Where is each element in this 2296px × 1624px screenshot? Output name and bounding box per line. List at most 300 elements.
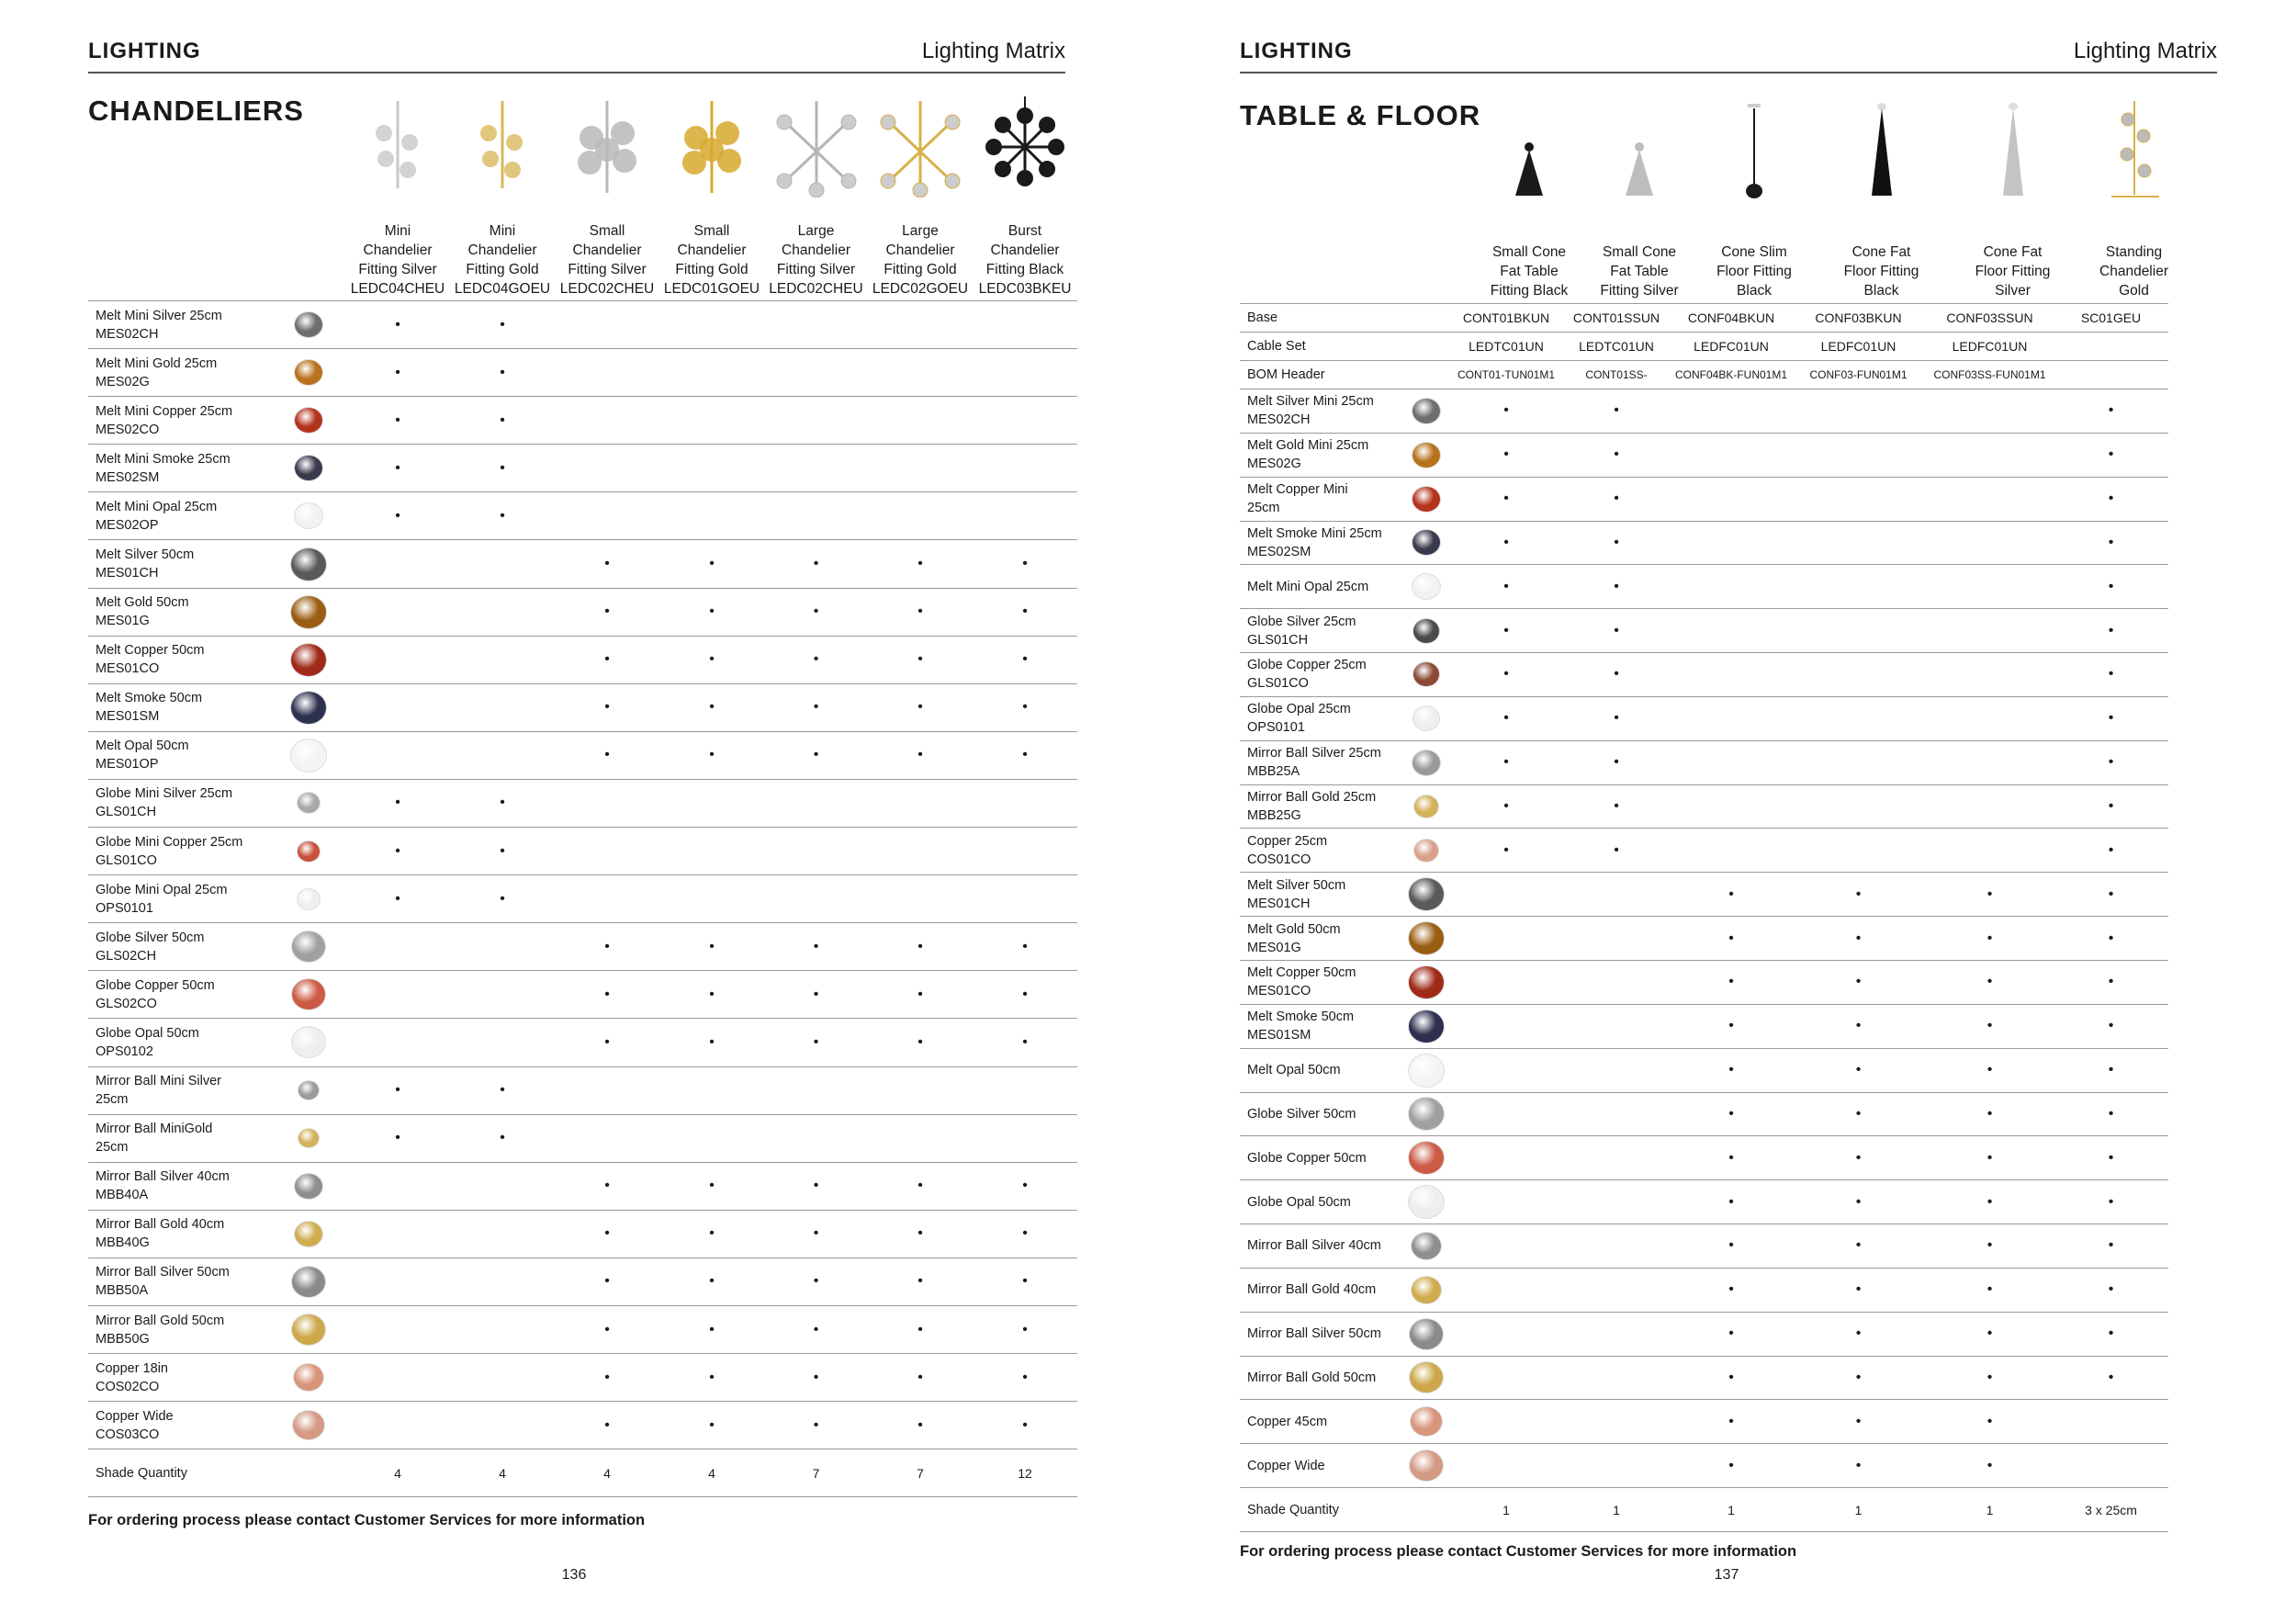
compatibility-mark: • <box>345 492 450 540</box>
compatibility-mark <box>555 828 659 875</box>
code-cell: LEDFC01UN <box>1671 333 1791 361</box>
shade-thumbnail-icon <box>1412 661 1440 687</box>
shade-code: MES02OP <box>96 517 159 533</box>
code-cell: CONT01SSUN <box>1561 304 1671 333</box>
compatibility-mark: • <box>1791 1180 1926 1224</box>
compatibility-mark <box>764 492 868 540</box>
code-row <box>1240 361 2168 389</box>
compatibility-mark: • <box>659 1162 764 1210</box>
shade-image-cell <box>1401 1136 1451 1180</box>
shade-thumbnail-icon <box>1409 1318 1444 1350</box>
shade-name-line: Copper 45cm <box>1247 1414 1328 1429</box>
compatibility-mark <box>659 1066 764 1114</box>
code-cell: CONF04BK-FUN01M1 <box>1671 361 1791 389</box>
section-title: LIGHTING <box>88 39 201 63</box>
column-header-line: LEDC01GOEU <box>663 281 760 297</box>
shade-code: GLS01CO <box>96 852 157 868</box>
table-row <box>88 397 1077 445</box>
compatibility-mark: • <box>659 731 764 779</box>
compatibility-mark <box>1561 1092 1671 1136</box>
shade-thumbnail-icon <box>1412 529 1441 556</box>
table-row <box>1240 1180 2168 1224</box>
compatibility-mark: • <box>345 828 450 875</box>
column-header-line: Burst <box>1007 223 1042 239</box>
shade-code: MES02G <box>1247 457 1301 472</box>
compatibility-mark: • <box>1791 873 1926 917</box>
compatibility-mark <box>1926 696 2054 740</box>
compatibility-mark: • <box>868 1162 973 1210</box>
page-header <box>88 35 1065 73</box>
compatibility-mark: • <box>1926 1048 2054 1092</box>
shade-thumbnail-icon <box>1408 921 1445 955</box>
compatibility-mark: • <box>2054 565 2168 609</box>
compatibility-mark: • <box>868 1402 973 1449</box>
column-header <box>1694 99 1814 300</box>
column-header-line: Chandelier <box>363 242 433 258</box>
shade-name-line: Mirror Ball Silver 40cm <box>1247 1238 1381 1254</box>
shade-image-cell <box>272 349 345 397</box>
shade-name <box>88 971 272 1019</box>
shade-code: OPS0101 <box>96 900 153 916</box>
compatibility-mark: • <box>555 588 659 636</box>
shade-name-line: Globe Mini Silver 25cm <box>96 786 233 802</box>
compatibility-mark <box>1561 1136 1671 1180</box>
shade-image-cell <box>272 301 345 349</box>
shade-name-line: Mirror Ball Gold 50cm <box>96 1313 225 1328</box>
shade-code: GLS01CO <box>1247 676 1309 692</box>
compatibility-mark <box>659 397 764 445</box>
shade-name <box>88 397 272 445</box>
column-header <box>1814 99 1949 300</box>
compatibility-mark <box>1671 696 1791 740</box>
compatibility-mark <box>450 540 555 588</box>
compatibility-mark <box>450 1257 555 1305</box>
compatibility-mark <box>1926 740 2054 784</box>
code-row <box>1240 304 2168 333</box>
table-row <box>1240 1048 2168 1092</box>
column-header-line: Large <box>797 223 835 239</box>
column-header-line: Large <box>902 223 939 239</box>
shade-name <box>88 779 272 827</box>
shade-code: GLS01CH <box>1247 632 1309 648</box>
compatibility-mark: • <box>1561 829 1671 873</box>
table-row <box>1240 609 2168 653</box>
compatibility-mark: • <box>1451 433 1561 477</box>
column-header-line: Fitting Silver <box>358 262 437 277</box>
compatibility-mark <box>868 1114 973 1162</box>
table-floor-matrix-table <box>1240 303 2168 1532</box>
shade-name <box>1240 1400 1401 1444</box>
shade-image-cell <box>272 1354 345 1402</box>
shade-image-cell <box>272 445 345 492</box>
compatibility-mark <box>555 445 659 492</box>
compatibility-mark: • <box>1561 565 1671 609</box>
column-header-line: Floor Fitting <box>1843 264 1919 279</box>
column-header-label <box>1584 242 1694 300</box>
shade-thumbnail-icon <box>1413 839 1439 863</box>
shade-name-line: Mirror Ball Silver 50cm <box>1247 1326 1381 1342</box>
compatibility-mark: • <box>450 301 555 349</box>
compatibility-mark: • <box>659 1210 764 1257</box>
shade-thumbnail-icon <box>1412 398 1441 424</box>
compatibility-mark <box>1926 433 2054 477</box>
compatibility-mark: • <box>1451 477 1561 521</box>
shade-name <box>88 1210 272 1257</box>
table-row <box>88 540 1077 588</box>
column-header-line: Fitting Silver <box>776 262 856 277</box>
chandelier-matrix-table <box>88 300 1077 1497</box>
compatibility-mark: • <box>2054 829 2168 873</box>
shade-name <box>1240 1268 1401 1312</box>
column-header-line: Standing <box>2105 244 2163 260</box>
compatibility-mark <box>1671 653 1791 697</box>
compatibility-mark <box>1791 521 1926 565</box>
column-header-label <box>1949 242 2077 300</box>
compatibility-mark <box>1926 477 2054 521</box>
header-right-title: Lighting Matrix <box>921 39 1065 63</box>
shade-name <box>1240 1356 1401 1400</box>
table-row <box>1240 1444 2168 1488</box>
shade-name <box>88 923 272 971</box>
compatibility-mark: • <box>659 923 764 971</box>
compatibility-mark: • <box>555 636 659 683</box>
page-number: 137 <box>1714 1567 1739 1583</box>
compatibility-mark <box>450 1305 555 1353</box>
compatibility-mark: • <box>973 923 1077 971</box>
shade-image-cell <box>1401 1004 1451 1048</box>
table-row <box>88 445 1077 492</box>
table-row <box>1240 917 2168 961</box>
compatibility-mark: • <box>659 636 764 683</box>
column-header-line: Gold <box>2119 283 2149 299</box>
shade-name-line: Melt Copper Mini <box>1247 482 1348 498</box>
shade-name-line: Globe Silver 25cm <box>1247 614 1356 629</box>
code-cell: LEDFC01UN <box>1926 333 2054 361</box>
shade-name <box>88 588 272 636</box>
compatibility-mark: • <box>764 636 868 683</box>
compatibility-mark: • <box>1791 917 1926 961</box>
code-cell: LEDTC01UN <box>1451 333 1561 361</box>
compatibility-mark: • <box>555 971 659 1019</box>
compatibility-mark <box>1451 1400 1561 1444</box>
shade-name <box>1240 960 1401 1004</box>
compatibility-mark: • <box>1671 1312 1791 1356</box>
shade-name-line: Globe Copper 25cm <box>1247 658 1367 673</box>
compatibility-mark <box>1671 609 1791 653</box>
compatibility-mark <box>868 875 973 923</box>
shade-name <box>1240 873 1401 917</box>
shade-name-line: Melt Copper 50cm <box>1247 965 1356 981</box>
shade-name-line: Melt Mini Opal 25cm <box>96 499 218 514</box>
shade-quantity-value: 4 <box>659 1449 764 1497</box>
compatibility-mark: • <box>1671 960 1791 1004</box>
shade-quantity-value: 1 <box>1926 1488 2054 1532</box>
compatibility-mark: • <box>450 1114 555 1162</box>
table-row <box>88 1066 1077 1114</box>
shade-thumbnail-icon <box>294 359 323 386</box>
shade-image-cell <box>1401 873 1451 917</box>
compatibility-mark <box>868 397 973 445</box>
compatibility-mark: • <box>1561 389 1671 434</box>
compatibility-mark: • <box>345 397 450 445</box>
column-header-label <box>659 221 764 299</box>
compatibility-mark <box>659 828 764 875</box>
shade-image-cell <box>272 1162 345 1210</box>
compatibility-mark: • <box>1561 521 1671 565</box>
compatibility-mark <box>345 923 450 971</box>
shade-name <box>1240 521 1401 565</box>
compatibility-mark: • <box>659 1019 764 1066</box>
shade-image-cell <box>272 971 345 1019</box>
shade-thumbnail-icon <box>291 1026 326 1058</box>
shade-name <box>88 1162 272 1210</box>
compatibility-mark: • <box>868 1354 973 1402</box>
shade-quantity-value: 7 <box>868 1449 973 1497</box>
compatibility-mark: • <box>1791 1136 1926 1180</box>
shade-thumbnail-icon <box>1408 1097 1445 1131</box>
shade-image-cell <box>1401 1312 1451 1356</box>
column-header-line: Chandelier <box>990 242 1060 258</box>
shade-code: MES01G <box>96 614 150 629</box>
shade-name-line: Globe Mini Opal 25cm <box>96 882 228 897</box>
table-row <box>1240 389 2168 434</box>
compatibility-mark: • <box>555 923 659 971</box>
column-header-label <box>2077 242 2191 300</box>
compatibility-mark: • <box>868 636 973 683</box>
shade-quantity-value: 4 <box>450 1449 555 1497</box>
burst-chandelier-black-icon <box>984 96 1066 203</box>
shade-name-line: Globe Copper 50cm <box>1247 1150 1367 1166</box>
compatibility-mark: • <box>868 1210 973 1257</box>
shade-thumbnail-icon <box>1408 1185 1445 1219</box>
compatibility-mark <box>2054 1400 2168 1444</box>
compatibility-mark: • <box>1926 1444 2054 1488</box>
shade-code: MBB50G <box>96 1331 150 1347</box>
compatibility-mark: • <box>868 731 973 779</box>
column-header-line: Black <box>1863 283 1899 299</box>
header-right-title: Lighting Matrix <box>2073 39 2217 63</box>
shade-name-line: Mirror Ball Gold 50cm <box>1247 1370 1377 1385</box>
compatibility-mark <box>659 349 764 397</box>
shade-image-cell <box>1401 1048 1451 1092</box>
shade-thumbnail-icon <box>297 840 321 863</box>
column-header-line: Fitting Black <box>985 262 1064 277</box>
small-cone-table-black-icon <box>1488 99 1570 206</box>
compatibility-mark: • <box>555 1305 659 1353</box>
compatibility-mark: • <box>2054 1092 2168 1136</box>
compatibility-mark: • <box>1671 917 1791 961</box>
table-row <box>1240 565 2168 609</box>
compatibility-mark: • <box>973 683 1077 731</box>
column-header-line: Small <box>693 223 730 239</box>
compatibility-mark: • <box>764 1019 868 1066</box>
shade-name-line: Mirror Ball Mini Silver <box>96 1074 221 1089</box>
shade-image-cell <box>1401 1268 1451 1312</box>
compatibility-mark <box>764 1066 868 1114</box>
compatibility-mark <box>345 1210 450 1257</box>
compatibility-mark <box>345 1162 450 1210</box>
compatibility-mark: • <box>555 731 659 779</box>
compatibility-mark: • <box>2054 1356 2168 1400</box>
column-header-line: Mini <box>384 223 411 239</box>
shade-name <box>1240 609 1401 653</box>
shade-name-line: Globe Opal 25cm <box>1247 702 1351 717</box>
shade-name <box>1240 565 1401 609</box>
compatibility-mark: • <box>1561 653 1671 697</box>
compatibility-mark <box>1561 1048 1671 1092</box>
shade-name <box>1240 1048 1401 1092</box>
shade-image-cell <box>1401 1224 1451 1269</box>
compatibility-mark: • <box>345 779 450 827</box>
compatibility-mark: • <box>764 1354 868 1402</box>
compatibility-mark <box>1451 1004 1561 1048</box>
column-header-line: Mini <box>489 223 516 239</box>
shade-code: MES02CH <box>96 326 159 342</box>
code-cell: LEDFC01UN <box>1791 333 1926 361</box>
compatibility-mark: • <box>1671 1048 1791 1092</box>
compatibility-mark: • <box>345 1066 450 1114</box>
compatibility-mark: • <box>2054 521 2168 565</box>
shade-thumbnail-icon <box>294 407 323 434</box>
shade-quantity-row <box>88 1449 1077 1497</box>
compatibility-mark <box>1451 1356 1561 1400</box>
compatibility-mark: • <box>450 779 555 827</box>
shade-quantity-value: 4 <box>555 1449 659 1497</box>
table-row <box>88 1402 1077 1449</box>
compatibility-mark <box>1451 1136 1561 1180</box>
code-cell <box>2054 361 2168 389</box>
code-cell: CONT01BKUN <box>1451 304 1561 333</box>
shade-code: OPS0102 <box>96 1043 153 1059</box>
compatibility-mark: • <box>659 683 764 731</box>
compatibility-mark: • <box>2054 653 2168 697</box>
page-header <box>1240 35 2217 73</box>
shade-name <box>1240 1180 1401 1224</box>
shade-name-line: Melt Silver 50cm <box>96 547 195 563</box>
shade-image-cell <box>1401 696 1451 740</box>
compatibility-mark <box>450 1354 555 1402</box>
compatibility-mark <box>1791 477 1926 521</box>
shade-name-line: Melt Mini Gold 25cm <box>96 355 218 371</box>
compatibility-mark: • <box>973 1210 1077 1257</box>
shade-name <box>1240 784 1401 829</box>
compatibility-mark: • <box>1671 1180 1791 1224</box>
small-chandelier-gold-icon <box>670 96 753 203</box>
shade-thumbnail-icon <box>290 691 327 725</box>
shade-name-line: Melt Gold 50cm <box>1247 921 1341 937</box>
shade-name-line: Melt Copper 50cm <box>96 643 205 659</box>
compatibility-mark: • <box>1561 477 1671 521</box>
table-row <box>88 1114 1077 1162</box>
shade-name <box>1240 1444 1401 1488</box>
compatibility-mark <box>1671 784 1791 829</box>
shade-name <box>1240 1224 1401 1269</box>
ordering-footer-note: For ordering process please contact Customer Services for more information <box>1240 1543 1797 1560</box>
shade-code: MES02G <box>96 374 150 389</box>
shade-image-cell <box>1401 740 1451 784</box>
column-header-line: Fitting Gold <box>466 262 539 277</box>
table-row <box>1240 829 2168 873</box>
small-chandelier-silver-icon <box>566 96 648 203</box>
compatibility-mark: • <box>2054 1004 2168 1048</box>
compatibility-mark: • <box>764 1305 868 1353</box>
shade-code: GLS01CH <box>96 805 157 820</box>
compatibility-mark: • <box>973 1019 1077 1066</box>
compatibility-mark <box>764 301 868 349</box>
shade-image-cell <box>1401 433 1451 477</box>
shade-name-line: Globe Opal 50cm <box>96 1025 199 1041</box>
column-header-label <box>345 221 450 299</box>
compatibility-mark <box>1926 389 2054 434</box>
shade-image-cell <box>1401 521 1451 565</box>
shade-code: MBB25A <box>1247 764 1300 780</box>
compatibility-mark: • <box>345 301 450 349</box>
column-header-line: Cone Slim <box>1721 244 1787 260</box>
compatibility-mark: • <box>1926 1004 2054 1048</box>
shade-code: MES01G <box>1247 940 1301 955</box>
shade-image-cell <box>1401 1400 1451 1444</box>
table-row <box>1240 873 2168 917</box>
table-row <box>1240 960 2168 1004</box>
compatibility-mark <box>555 1114 659 1162</box>
compatibility-mark: • <box>2054 1136 2168 1180</box>
column-header-line: Cone Fat <box>1983 244 2043 260</box>
shade-code: MBB40A <box>96 1188 149 1203</box>
shade-thumbnail-icon <box>298 1128 320 1148</box>
compatibility-mark <box>450 731 555 779</box>
column-header-line: Cone Fat <box>1851 244 1911 260</box>
shade-image-cell <box>1401 609 1451 653</box>
compatibility-mark <box>1561 1312 1671 1356</box>
shade-name-line: Mirror Ball Gold 40cm <box>1247 1282 1377 1298</box>
shade-image-cell <box>272 636 345 683</box>
column-header-line: Chandelier <box>782 242 850 258</box>
compatibility-mark: • <box>2054 960 2168 1004</box>
compatibility-mark: • <box>1671 873 1791 917</box>
shade-name-line: Melt Mini Opal 25cm <box>1247 579 1369 594</box>
compatibility-mark: • <box>555 540 659 588</box>
shade-name-line: Melt Mini Smoke 25cm <box>96 451 231 467</box>
shade-thumbnail-icon <box>1408 1141 1445 1175</box>
shade-thumbnail-icon <box>291 930 326 963</box>
column-header-line: Black <box>1737 283 1772 299</box>
shade-name <box>1240 829 1401 873</box>
table-row <box>1240 653 2168 697</box>
shade-name <box>1240 740 1401 784</box>
compatibility-mark <box>868 445 973 492</box>
table-row <box>88 1354 1077 1402</box>
compatibility-mark <box>1451 1224 1561 1269</box>
compatibility-mark: • <box>973 1257 1077 1305</box>
shade-code: MES02CH <box>1247 412 1311 428</box>
shade-image-cell <box>272 923 345 971</box>
compatibility-mark <box>555 301 659 349</box>
compatibility-mark: • <box>973 540 1077 588</box>
table-row <box>1240 1400 2168 1444</box>
compatibility-mark <box>1791 696 1926 740</box>
compatibility-mark <box>1671 389 1791 434</box>
compatibility-mark: • <box>1671 1136 1791 1180</box>
table-row <box>1240 1312 2168 1356</box>
shade-image-cell <box>272 397 345 445</box>
table-row <box>1240 1136 2168 1180</box>
shade-name-line: Melt Smoke Mini 25cm <box>1247 525 1382 541</box>
table-row <box>1240 1092 2168 1136</box>
compatibility-mark <box>764 349 868 397</box>
compatibility-mark <box>345 1354 450 1402</box>
compatibility-mark: • <box>659 1402 764 1449</box>
compatibility-mark <box>1561 960 1671 1004</box>
